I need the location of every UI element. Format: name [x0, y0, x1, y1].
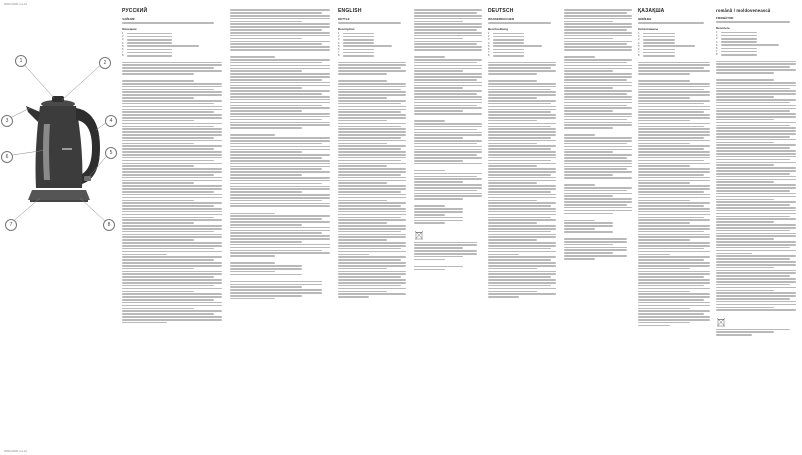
- base-bottom: [30, 200, 88, 202]
- callout-7: 7: [5, 219, 17, 231]
- callout-3: 3: [1, 115, 13, 127]
- column-title-russian: РУССКИЙ: [122, 8, 148, 14]
- subheading-german-product: WASSERKOCHER: [488, 17, 515, 21]
- callout-1: 1: [15, 55, 27, 67]
- column-english: ENGLISH KETTLE Description 1 2 3 4 5 6 7 8: [338, 8, 483, 447]
- recycling-bin-icon: [716, 317, 726, 327]
- column-title-german: DEUTSCH: [488, 8, 514, 14]
- print-code-top-left: 0000-0000 rus kz.: [4, 2, 29, 6]
- column-title-romanian: românã / moldovenească: [716, 8, 771, 13]
- kettle-body: [36, 106, 83, 188]
- lid-button: [52, 96, 64, 102]
- subheading-english-product: KETTLE: [338, 17, 350, 21]
- callout-4: 4: [105, 115, 117, 127]
- subheading-romanian-product: FIERBĂTOR: [716, 16, 734, 20]
- kettle-spout: [26, 106, 40, 122]
- print-code-bottom-left: 0000-0000 rus kz.: [4, 449, 29, 453]
- kettle-illustration: [0, 0, 118, 455]
- subheading-kazakh-description: Сипаттамасы: [638, 26, 659, 31]
- column-kazakh: ҚАЗАҚША ШӘЙНЕК Сипаттамасы 1 2 3 4 5 6 7 8: [638, 8, 710, 447]
- subheading-kazakh-product: ШӘЙНЕК: [638, 17, 652, 21]
- column-title-english: ENGLISH: [338, 8, 362, 14]
- callout-5: 5: [105, 147, 117, 159]
- subheading-russian-product: ЧАЙНИК: [122, 17, 135, 21]
- power-switch: [84, 176, 91, 181]
- brand-mark: [62, 148, 72, 150]
- subheading-english-description: Description: [338, 26, 355, 31]
- column-romanian: românã / moldovenească FIERBĂTOR Descriere 1 2 3 4 5 6 7 8: [716, 8, 796, 447]
- subheading-russian-description: Описание: [122, 26, 137, 31]
- column-title-kazakh: ҚАЗАҚША: [638, 8, 665, 14]
- recycling-bin-icon: [414, 230, 424, 240]
- subheading-romanian-description: Descriere: [716, 25, 730, 30]
- column-russian: РУССКИЙ ЧАЙНИК Описание 1 2 3 4 5 6 7 8: [122, 8, 332, 447]
- column-german: DEUTSCH WASSERKOCHER Beschreibung 1 2 3 4 5 6 7 8: [488, 8, 633, 447]
- kettle-drawing: [0, 0, 118, 455]
- callout-6: 6: [1, 151, 13, 163]
- callout-2: 2: [99, 57, 111, 69]
- subheading-german-description: Beschreibung: [488, 26, 509, 31]
- callout-8: 8: [103, 219, 115, 231]
- water-window: [43, 124, 50, 180]
